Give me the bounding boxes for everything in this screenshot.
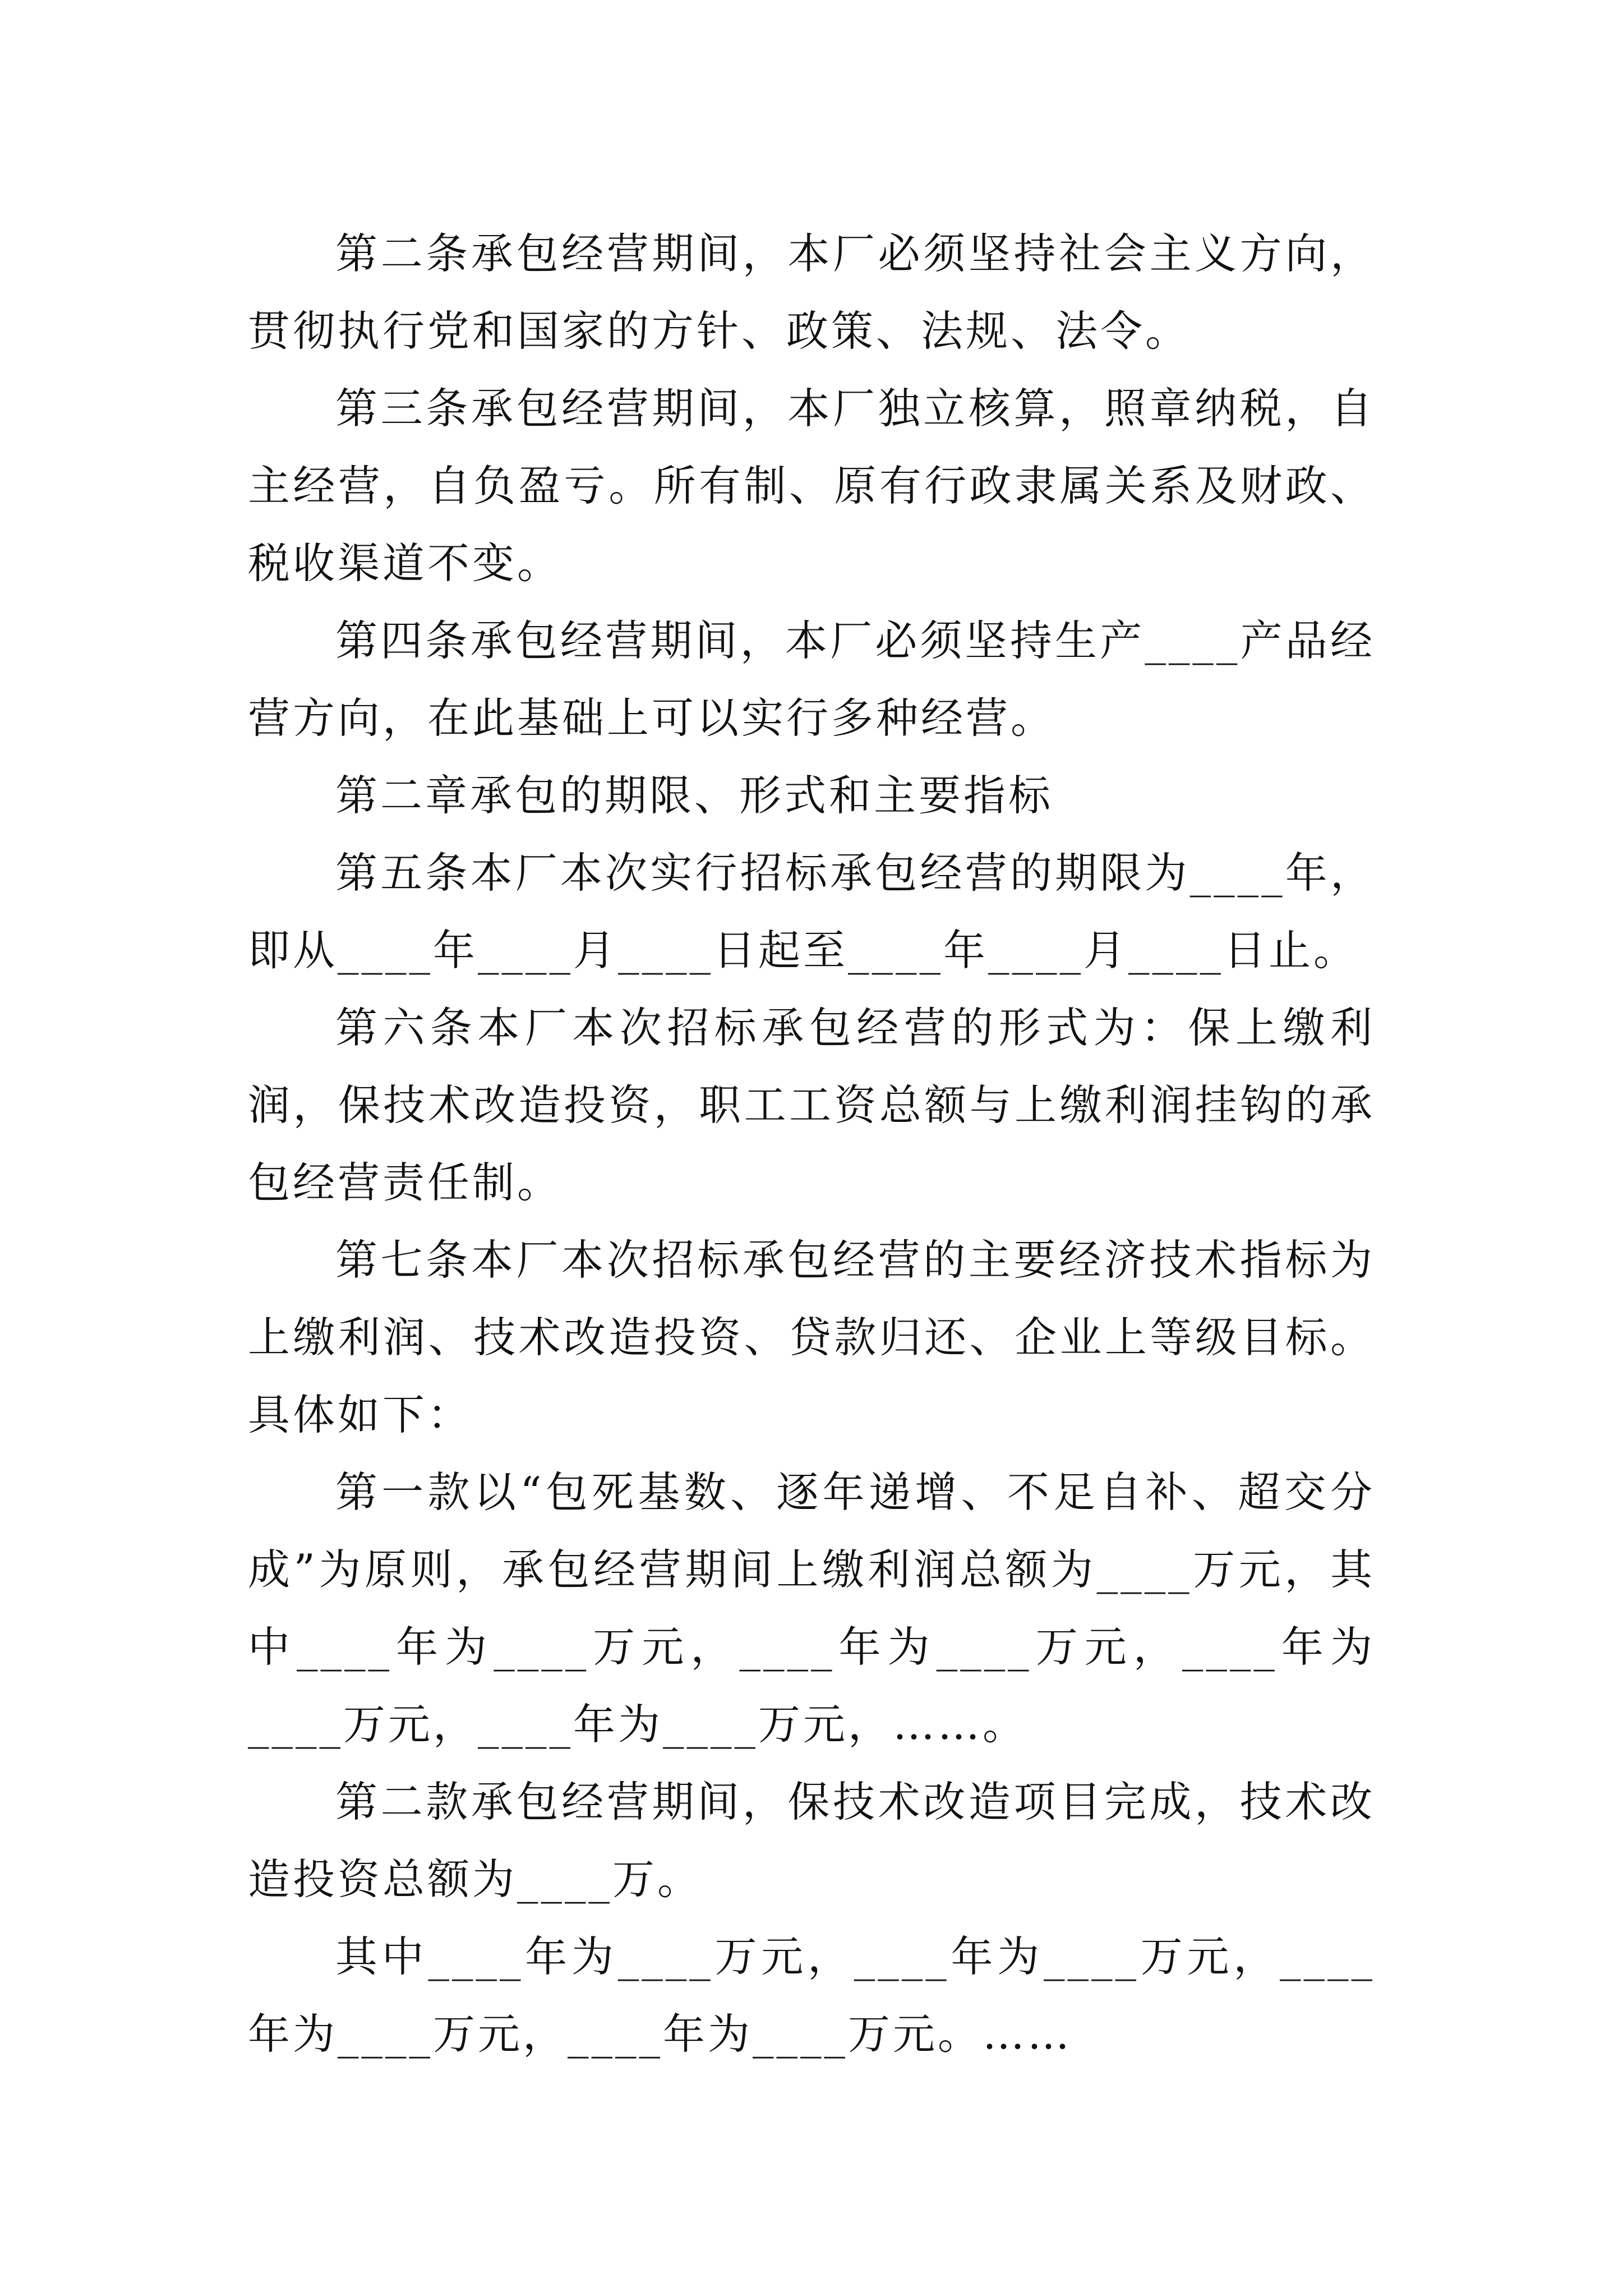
clause-1-paragraph: 第一款以“包死基数、逐年递增、不足自补、超交分成”为原则，承包经营期间上缴利润总额为____万元，其中____年为____万元，____年为____万元，____年为____万元，____年为____万元，……。 <box>248 1467 1375 1749</box>
clause-2-detail-paragraph: 其中____年为____万元，____年为____万元，____年为____万元，____年为____万元。…… <box>248 1932 1375 2059</box>
article-4-paragraph: 第四条承包经营期间，本厂必须坚持生产____产品经营方向，在此基础上可以实行多种经营。 <box>248 616 1375 743</box>
document-body <box>248 215 1375 2073</box>
article-2-paragraph: 第二条承包经营期间，本厂必须坚持社会主义方向，贯彻执行党和国家的方针、政策、法规、法令。 <box>248 229 1375 356</box>
article-5-paragraph: 第五条本厂本次实行招标承包经营的期限为____年，即从____年____月____日起至____年____月____日止。 <box>248 848 1375 975</box>
chapter-2-heading: 第二章承包的期限、形式和主要指标 <box>335 771 1054 820</box>
article-7-paragraph: 第七条本厂本次招标承包经营的主要经济技术指标为上缴利润、技术改造投资、贷款归还、企业上等级目标。具体如下： <box>248 1235 1375 1439</box>
article-3-paragraph: 第三条承包经营期间，本厂独立核算，照章纳税，自主经营，自负盈亏。所有制、原有行政隶属关系及财政、税收渠道不变。 <box>248 384 1375 588</box>
article-6-paragraph: 第六条本厂本次招标承包经营的形式为：保上缴利润，保技术改造投资，职工工资总额与上缴利润挂钩的承包经营责任制。 <box>248 1003 1375 1207</box>
clause-2-paragraph: 第二款承包经营期间，保技术改造项目完成，技术改造投资总额为____万。 <box>248 1777 1375 1904</box>
